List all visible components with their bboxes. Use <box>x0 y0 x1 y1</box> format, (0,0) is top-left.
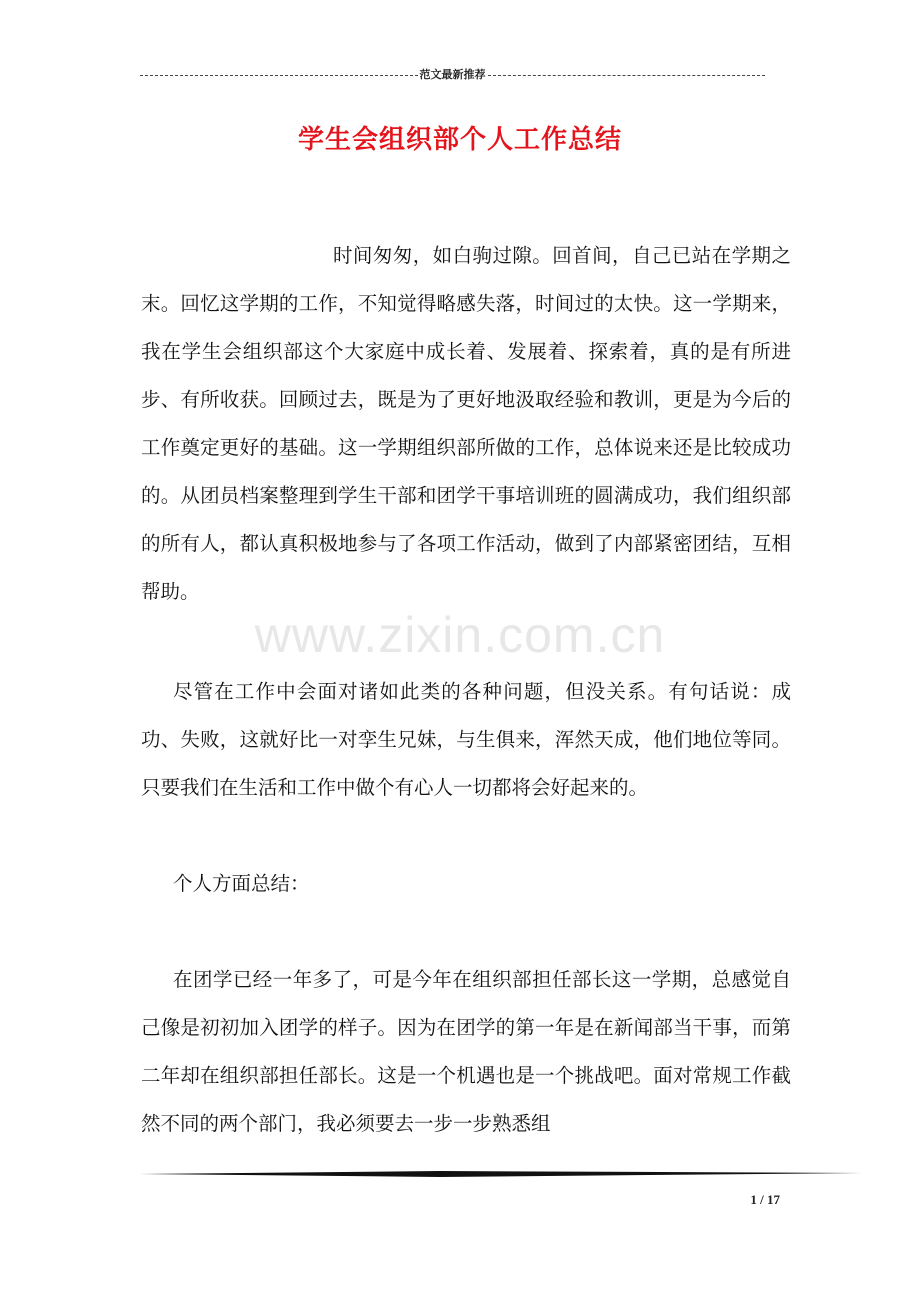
watermark: www.zixin.com.cn <box>254 607 666 663</box>
footer-rule <box>140 1168 862 1180</box>
header-dash-right <box>488 75 766 76</box>
document-title: 学生会组织部个人工作总结 <box>297 125 622 155</box>
page-number: 1 / 17 <box>750 1192 780 1207</box>
paragraph-1: 时间匆匆，如白驹过隙。回首间，自己已站在学期之末。回忆这学期的工作，不知觉得略感失落，时间过的太快。这一学期来，我在学生会组织部这个大家庭中成长着、发展着、探索着，真的是有所进步、有所收获。回顾过去，既是为了更好地汲取经验和教训，更是为今后的工作奠定更好的基础。这一学期组织部所做的工作，总体说来还是比较成功的。从团员档案整理到学生干部和团学干事培训班的圆满成功，我们组织部的所有人，都认真积极地参与了各项工作活动，做到了内部紧密团结，互相帮助。 <box>141 244 791 603</box>
paragraph-2: 尽管在工作中会面对诸如此类的各种问题，但没关系。有句话说：成功、失败，这就好比一对孪生兄妹，与生俱来，浑然天成，他们地位等同。只要我们在生活和工作中做个有心人一切都将会好起来的。 <box>141 680 791 799</box>
paragraph-4: 在团学已经一年多了，可是今年在组织部担任部长这一学期，总感觉自己像是初初加入团学的样子。因为在团学的第一年是在新闻部当干事，而第二年却在组织部担任部长。这是一个机遇也是一个挑战吧。面对常规工作截然不同的两个部门，我必须要去一步一步熟悉组 <box>141 968 791 1135</box>
header-label: 范文最新推荐 <box>419 69 486 81</box>
header-rule <box>140 68 765 82</box>
paragraph-3: 个人方面总结： <box>173 872 310 895</box>
header-dash-left <box>140 75 418 76</box>
